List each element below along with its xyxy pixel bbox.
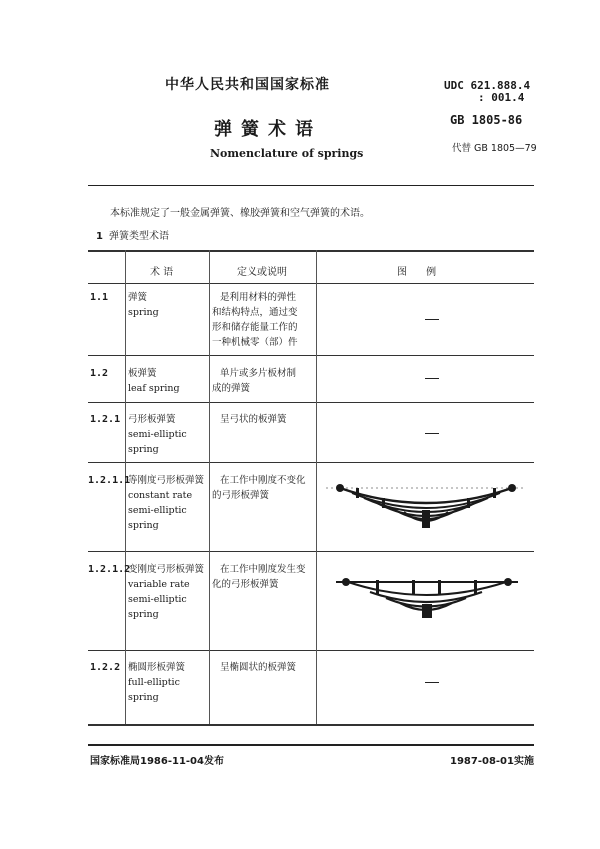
term-cn: 椭圆形板弹簧 (128, 662, 186, 673)
definition-line: 形和储存能量工作的 (212, 322, 298, 333)
term-cell (128, 562, 204, 622)
row-divider (88, 551, 534, 552)
term-en: spring (128, 307, 159, 318)
term-cn: 弓形板弹簧 (128, 414, 176, 425)
term-cn: 弹簧 (128, 292, 148, 303)
document-title-cn: 弹簧术语 (214, 119, 322, 140)
term-en: semi-elliptic (128, 505, 187, 516)
definition-cell (212, 562, 306, 592)
row-number: 1.2.2 (90, 662, 121, 673)
row-number: 1.1 (90, 292, 109, 303)
definition-line: 是利用材料的弹性 (220, 292, 297, 303)
replaces-note: 代替 GB 1805—79 (452, 143, 537, 154)
udc-line-1: UDC 621.888.4 (444, 79, 531, 92)
definition-cell (220, 412, 287, 427)
section-title: 弹簧类型术语 (108, 231, 169, 242)
term-cell (128, 473, 204, 533)
term-en: leaf spring (128, 383, 180, 394)
header-term: 术 语 (150, 267, 174, 278)
definition-line: 和结构特点，通过变 (212, 307, 298, 318)
term-en: spring (128, 520, 159, 531)
row-divider (88, 355, 534, 356)
row-number: 1.2.1.2 (88, 564, 131, 575)
definition-cell (212, 473, 306, 503)
term-cell (128, 290, 159, 320)
figure-none-dash (425, 319, 439, 320)
figure-none-dash (425, 682, 439, 683)
row-number: 1.2.1 (90, 414, 121, 425)
intro-paragraph: 本标准规定了一般金属弹簧、橡胶弹簧和空气弹簧的术语。 (110, 208, 370, 219)
term-cell (128, 412, 187, 457)
definition-line: 成的弹簧 (212, 383, 251, 394)
definition-line: 单片或多片板材制 (220, 368, 297, 379)
footer-divider (88, 744, 534, 746)
term-en: spring (128, 609, 159, 620)
definition-line: 一种机械零（部）件 (212, 337, 298, 348)
table-header-rule (88, 283, 534, 284)
definition-line: 在工作中刚度发生变 (220, 564, 306, 575)
definition-cell (212, 290, 298, 350)
definition-cell (220, 660, 296, 675)
column-divider (209, 250, 210, 724)
term-en: spring (128, 444, 159, 455)
term-cell (128, 366, 180, 396)
row-divider (88, 402, 534, 403)
term-en: full-elliptic (128, 677, 180, 688)
definition-line: 的弓形板弹簧 (212, 490, 270, 501)
term-cn: 等刚度弓形板弹簧 (128, 475, 205, 486)
document-title-en: Nomenclature of springs (210, 147, 364, 160)
definition-line: 在工作中刚度不变化 (220, 475, 306, 486)
term-en: semi-elliptic (128, 594, 187, 605)
term-cn: 板弹簧 (128, 368, 157, 379)
definition-line: 呈弓状的板弹簧 (220, 414, 287, 425)
row-number: 1.2.1.1 (88, 475, 131, 486)
variable-rate-spring-figure (334, 570, 520, 622)
column-divider (316, 250, 317, 724)
figure-none-dash (425, 433, 439, 434)
header-figure: 图 例 (397, 267, 437, 278)
issued-date: 国家标准局1986-11-04发布 (90, 756, 224, 767)
column-divider (125, 250, 126, 724)
term-en: semi-elliptic (128, 429, 187, 440)
section-heading (96, 227, 169, 242)
definition-line: 呈椭圆状的板弹簧 (220, 662, 297, 673)
figure-none-dash (425, 378, 439, 379)
effective-date: 1987-08-01实施 (450, 756, 534, 767)
header-definition: 定义或说明 (237, 267, 287, 278)
header-divider (88, 185, 534, 186)
term-en: spring (128, 692, 159, 703)
national-standard-heading: 中华人民共和国国家标准 (165, 77, 330, 93)
term-en: variable rate (128, 579, 190, 590)
definition-line: 化的弓形板弹簧 (212, 579, 279, 590)
row-number: 1.2 (90, 368, 109, 379)
term-cn: 变刚度弓形板弹簧 (128, 564, 205, 575)
udc-code (444, 80, 530, 104)
row-divider (88, 650, 534, 651)
definition-cell (212, 366, 296, 396)
table-top-rule (88, 250, 534, 252)
term-en: constant rate (128, 490, 193, 501)
table-bottom-rule (88, 724, 534, 726)
gb-code: GB 1805-86 (450, 113, 523, 127)
udc-line-2: : 001.4 (478, 91, 525, 104)
constant-rate-spring-figure (322, 470, 530, 540)
row-divider (88, 462, 534, 463)
section-number: 1 (96, 231, 103, 242)
term-cell (128, 660, 185, 705)
